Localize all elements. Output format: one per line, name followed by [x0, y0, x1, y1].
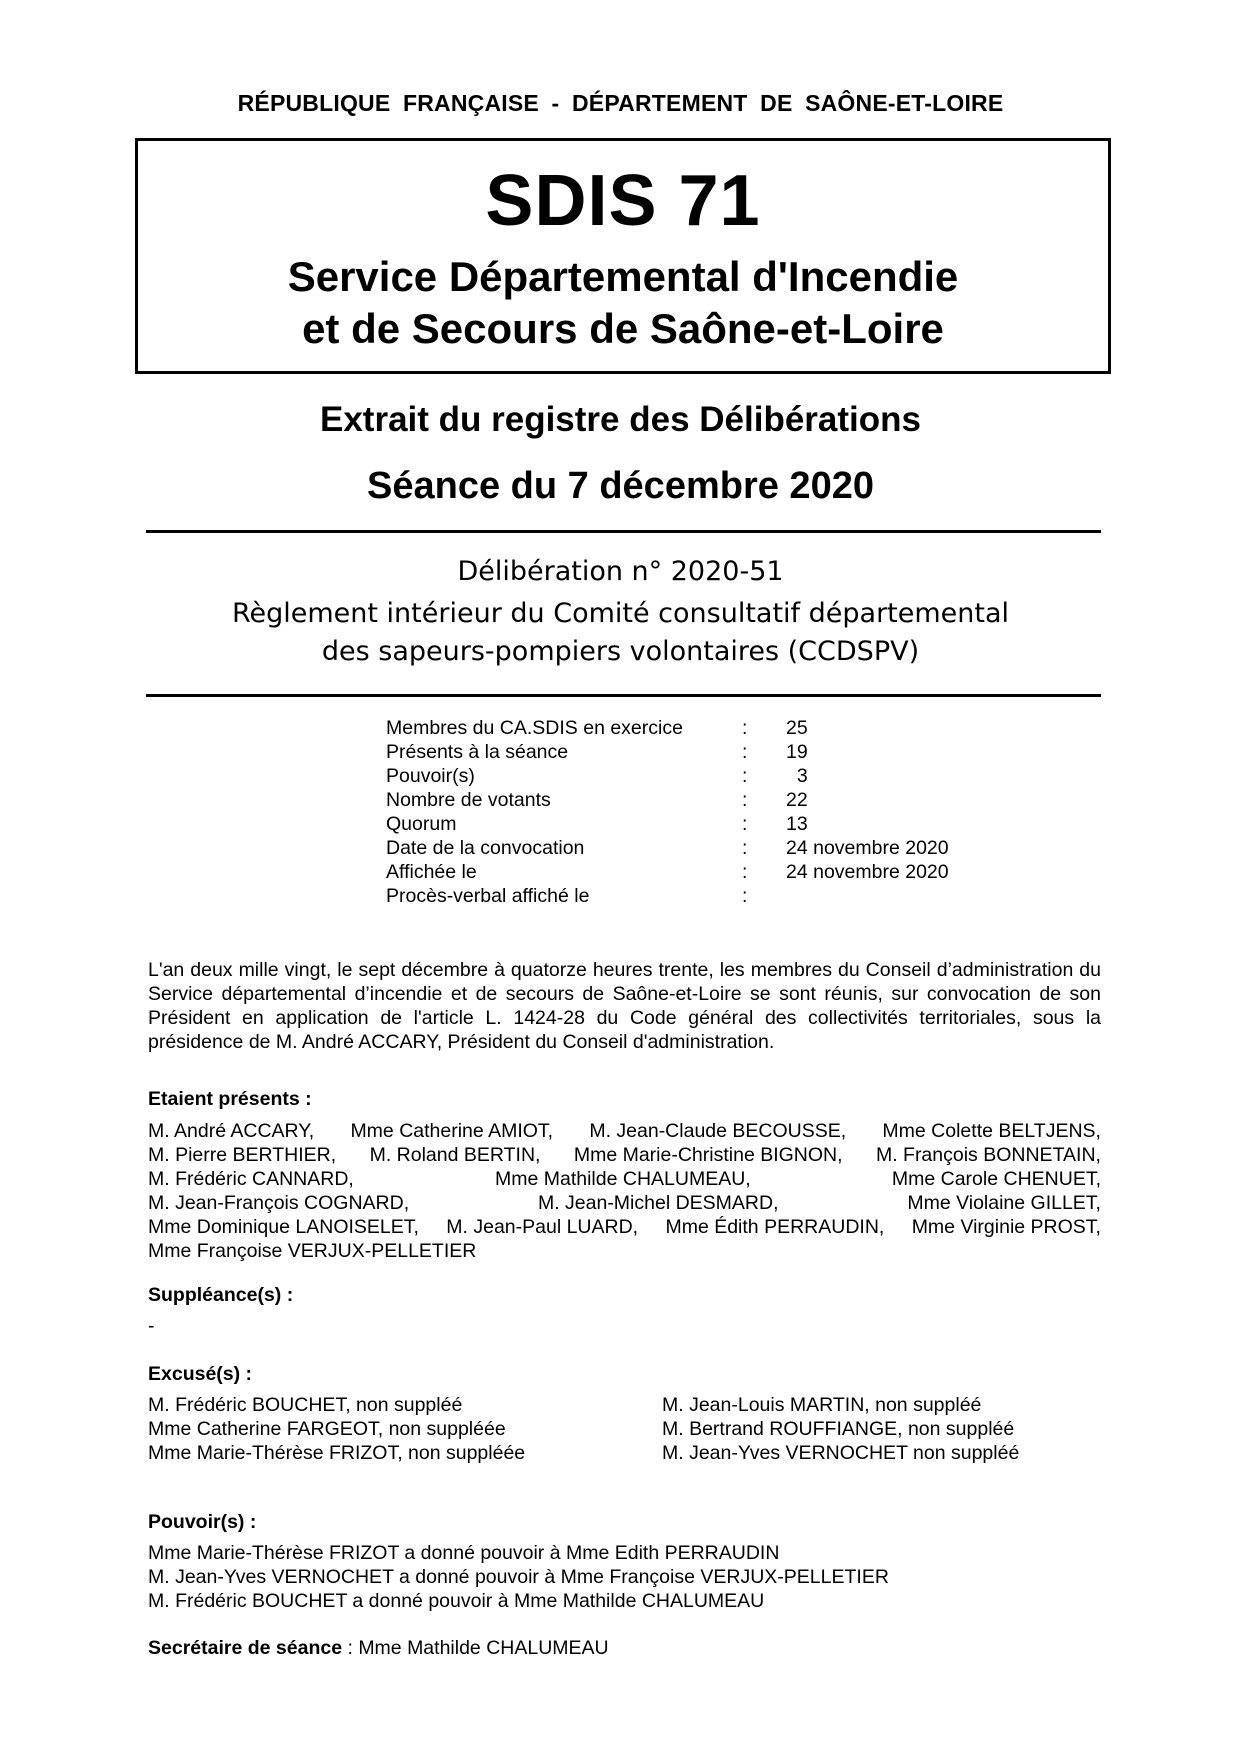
stat-value: 24 novembre 2020	[786, 861, 949, 883]
presents-line	[148, 1167, 1101, 1191]
member-name: M. Jean-Michel DESMARD,	[537, 1192, 779, 1214]
stat-label: Affichée le	[386, 861, 477, 883]
excused-member: Mme Marie-Thérèse FRIZOT, non suppléée	[148, 1442, 526, 1464]
service-name-line1: Service Départemental d'Incendie	[287, 253, 959, 300]
deliberation-title-line1: Règlement intérieur du Comité consultatif départemental	[231, 598, 1010, 629]
pouvoirs-list	[148, 1541, 889, 1613]
suppleances-value: -	[148, 1315, 155, 1337]
presents-line	[148, 1143, 1101, 1167]
stat-value: 3	[786, 765, 808, 787]
stat-label: Procès-verbal affiché le	[386, 885, 590, 907]
divider-bottom	[146, 694, 1101, 697]
stat-label: Nombre de votants	[386, 789, 551, 811]
excused-member: M. Bertrand ROUFFIANGE, non suppléé	[662, 1418, 1015, 1440]
presents-line	[148, 1215, 1101, 1239]
stat-value: 24 novembre 2020	[786, 837, 949, 859]
excuses-left-column	[148, 1393, 525, 1465]
divider-top	[146, 530, 1101, 533]
member-name: Mme Marie-Christine BIGNON,	[573, 1144, 843, 1166]
secretaire-value: : Mme Mathilde CHALUMEAU	[342, 1637, 609, 1659]
stat-label: Quorum	[386, 813, 457, 835]
stat-label: Pouvoir(s)	[386, 765, 475, 787]
stat-colon: :	[742, 717, 748, 739]
stat-value: 19	[786, 741, 808, 763]
pouvoir-line: M. Jean-Yves VERNOCHET a donné pouvoir à Mme Françoise VERJUX-PELLETIER	[148, 1566, 889, 1588]
sdis-title: SDIS 71	[485, 161, 761, 241]
excused-member: Mme Catherine FARGEOT, non suppléée	[148, 1418, 506, 1440]
member-name: Mme Carole CHENUET,	[891, 1168, 1101, 1190]
presents-line	[148, 1239, 1101, 1263]
pouvoir-line: M. Frédéric BOUCHET a donné pouvoir à Mme Mathilde CHALUMEAU	[148, 1590, 765, 1612]
seance-date: Séance du 7 décembre 2020	[367, 465, 874, 507]
excused-member: M. Jean-Louis MARTIN, non suppléé	[662, 1394, 982, 1416]
republique-header: RÉPUBLIQUE FRANÇAISE - DÉPARTEMENT DE SAÔNE-ET-LOIRE	[237, 90, 1004, 116]
stat-value: 22	[786, 789, 808, 811]
secretaire-label: Secrétaire de séance	[148, 1637, 343, 1659]
stat-label: Membres du CA.SDIS en exercice	[386, 717, 683, 739]
service-name-line2: et de Secours de Saône-et-Loire	[302, 305, 944, 352]
presents-title: Etaient présents :	[148, 1088, 312, 1110]
intro-paragraph: L'an deux mille vingt, le sept décembre à quatorze heures trente, les membres du Conseil d’administration du Service départemental d’incendie et de secours de Saône-et-Loire se sont réunis, sur convocation de son Président en application de l'article L. 1424-28 du Code général des collectivités territoriales, sous la présidence de M. André ACCARY, Président du Conseil d'administration.	[148, 959, 1101, 1053]
member-name: Mme Édith PERRAUDIN,	[665, 1216, 885, 1238]
member-name: M. Frédéric CANNARD,	[148, 1168, 354, 1190]
member-name: M. André ACCARY,	[148, 1120, 315, 1142]
stat-label: Présents à la séance	[386, 741, 569, 763]
excuses-title: Excusé(s) :	[148, 1363, 253, 1385]
deliberation-number: Délibération n° 2020-51	[457, 556, 784, 587]
stat-colon: :	[742, 765, 748, 787]
stat-value: 13	[786, 813, 808, 835]
member-name: Mme Mathilde CHALUMEAU,	[495, 1168, 751, 1190]
pouvoir-line: Mme Marie-Thérèse FRIZOT a donné pouvoir à Mme Edith PERRAUDIN	[148, 1542, 780, 1564]
excuses-right-column	[662, 1393, 1019, 1465]
stat-colon: :	[742, 837, 748, 859]
pouvoirs-title: Pouvoir(s) :	[148, 1511, 257, 1533]
presents-list	[148, 1119, 1101, 1263]
member-name: Mme Virginie PROST,	[911, 1216, 1101, 1238]
stat-colon: :	[742, 861, 748, 883]
stat-colon: :	[742, 813, 748, 835]
stat-colon: :	[742, 789, 748, 811]
member-name: M. Jean-François COGNARD,	[148, 1192, 410, 1214]
member-name: Mme Dominique LANOISELET,	[148, 1216, 419, 1238]
deliberation-title-line2: des sapeurs-pompiers volontaires (CCDSPV)	[321, 636, 920, 667]
member-name: M. Roland BERTIN,	[369, 1144, 541, 1166]
extrait-heading: Extrait du registre des Délibérations	[319, 400, 921, 439]
member-name: M. François BONNETAIN,	[875, 1144, 1101, 1166]
suppleances-title: Suppléance(s) :	[148, 1284, 294, 1306]
member-name: Mme Violaine GILLET,	[907, 1192, 1101, 1214]
presents-line	[148, 1191, 1101, 1215]
member-name: Mme Catherine AMIOT,	[350, 1120, 554, 1142]
member-name: M. Jean-Claude BECOUSSE,	[589, 1120, 847, 1142]
secretaire-line	[148, 1636, 609, 1660]
presents-line	[148, 1119, 1101, 1143]
member-name: M. Pierre BERTHIER,	[148, 1144, 337, 1166]
member-name: M. Jean-Paul LUARD,	[446, 1216, 639, 1238]
stat-colon: :	[742, 885, 748, 907]
stat-value: 25	[786, 717, 808, 739]
excused-member: M. Frédéric BOUCHET, non suppléé	[148, 1394, 463, 1416]
member-name: Mme Colette BELTJENS,	[882, 1120, 1101, 1142]
stat-colon: :	[742, 741, 748, 763]
sdis-title-box	[135, 138, 1111, 374]
excused-member: M. Jean-Yves VERNOCHET non suppléé	[662, 1442, 1020, 1464]
member-name: Mme Françoise VERJUX-PELLETIER	[148, 1240, 477, 1262]
stat-label: Date de la convocation	[386, 837, 585, 859]
